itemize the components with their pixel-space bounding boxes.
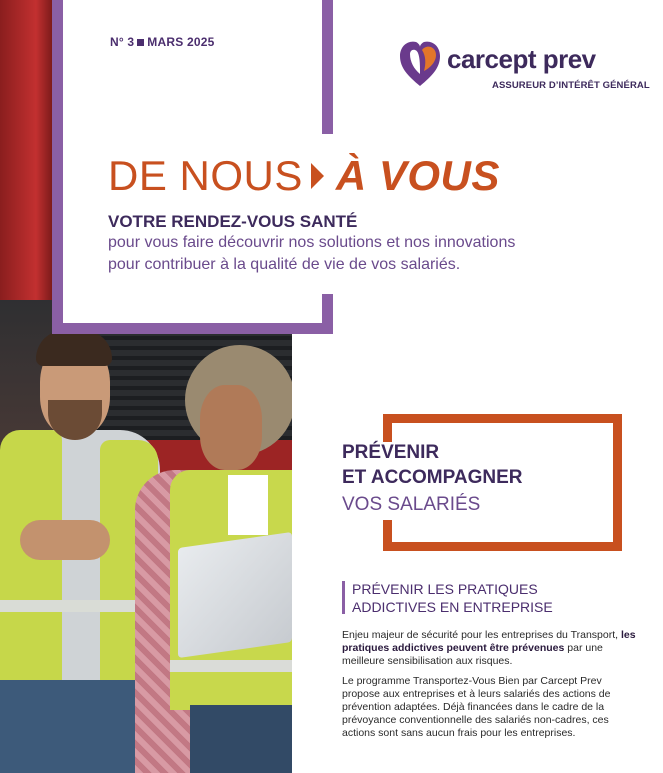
purple-frame-bottom: [52, 323, 333, 334]
section-paragraph: [342, 629, 638, 668]
headline-part1: DE NOUS: [108, 152, 303, 199]
vest-stripe: [170, 660, 292, 672]
issue-info: [110, 35, 214, 49]
section-title: [352, 580, 553, 616]
intro-line: pour contribuer à la qualité de vie de vos salariés.: [108, 256, 461, 273]
intro-title: VOTRE RENDEZ-VOUS SANTÉ: [108, 212, 358, 231]
woman-tee: [228, 475, 268, 535]
feature-line: ET ACCOMPAGNER: [342, 467, 523, 488]
page-title: [108, 152, 500, 200]
feature-line: PRÉVENIR: [342, 442, 440, 463]
carcept-logo-icon: [398, 38, 442, 88]
issue-number: N° 3: [110, 35, 135, 49]
woman-face: [200, 385, 262, 470]
purple-frame-right: [322, 294, 333, 334]
purple-frame-right: [322, 0, 333, 134]
purple-frame-left: [52, 0, 63, 334]
orange-frame-bottom: [383, 542, 622, 551]
brand-tagline: ASSUREUR D’INTÉRÊT GÉNÉRAL: [492, 80, 650, 91]
issue-date: MARS 2025: [147, 35, 215, 49]
man-hands: [20, 520, 110, 560]
section-accent-bar: [342, 581, 345, 614]
section-title-line: PRÉVENIR LES PRATIQUES: [352, 581, 538, 597]
man-hair: [36, 330, 112, 366]
orange-frame-top: [383, 414, 622, 423]
paragraph-emphasis: les pratiques addictives peuvent être prévenues: [342, 629, 636, 654]
feature-line: VOS SALARIÉS: [342, 494, 481, 515]
woman-jeans: [190, 705, 292, 773]
man-jeans: [0, 680, 150, 773]
square-separator-icon: [137, 39, 144, 46]
paragraph-text: Enjeu majeur de sécurité pour les entreprises du Transport,: [342, 629, 621, 641]
paragraph-text: par une meilleure sensibilisation aux risques.: [342, 642, 603, 667]
truck-cab: [0, 0, 60, 300]
section-title-line: ADDICTIVES EN ENTREPRISE: [352, 599, 553, 615]
headline-part2: À VOUS: [335, 152, 500, 199]
orange-frame-left: [383, 414, 392, 442]
chevron-right-icon: [311, 163, 324, 189]
intro-line: pour vous faire découvrir nos solutions et nos innovations: [108, 234, 516, 251]
orange-frame-right: [613, 414, 622, 551]
brand-name: carcept prev: [447, 44, 596, 74]
laptop: [178, 532, 292, 658]
orange-frame-left: [383, 520, 392, 551]
section-paragraph: Le programme Transportez-Vous Bien par Carcept Prev propose aux entreprises et à leurs salariés des actions de prévention adaptées. Déjà financées dans le cadre de la prévoyance conventionnelle des salariés non-cadres, ces actions sont sans aucun frais pour les entreprises.: [342, 675, 611, 739]
